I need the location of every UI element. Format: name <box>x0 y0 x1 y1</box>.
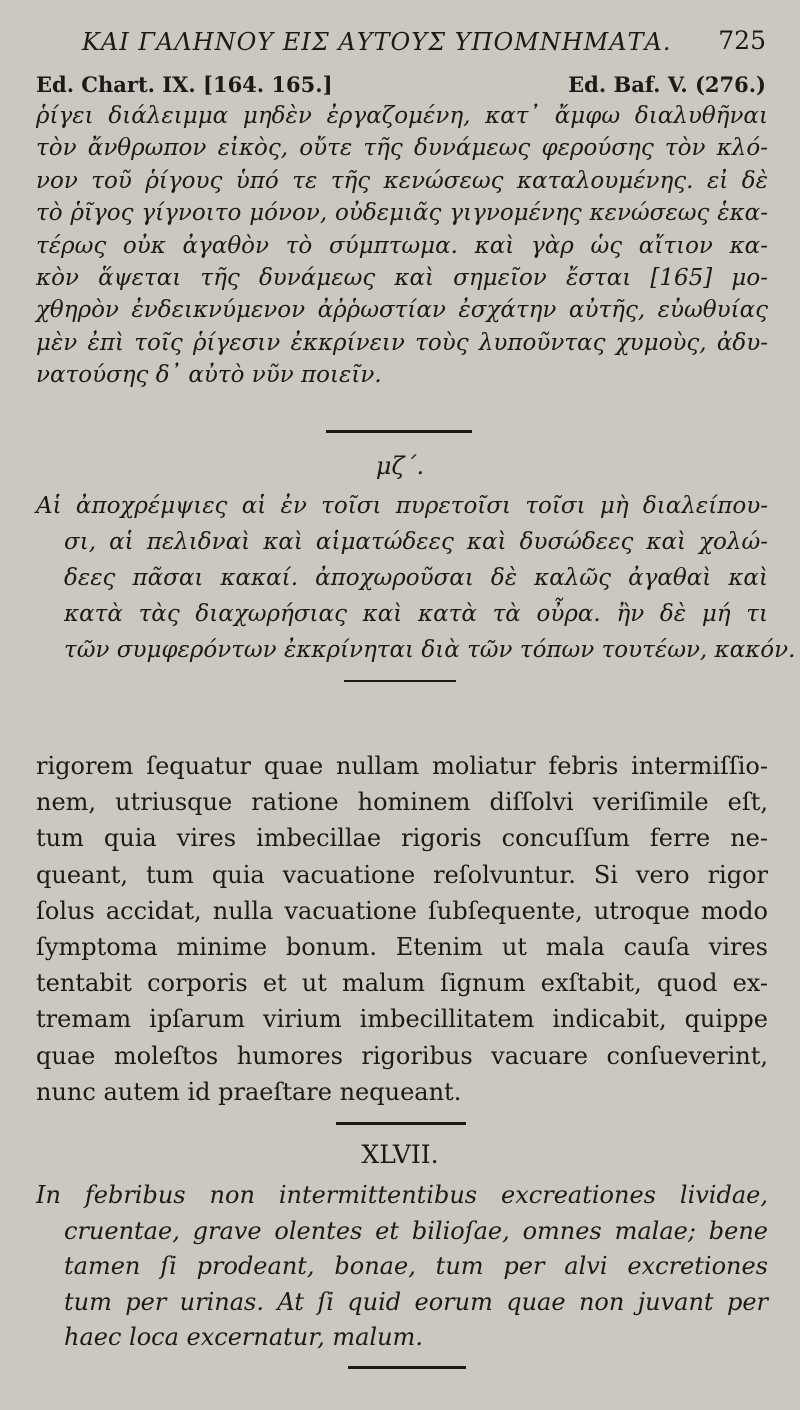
page-number: 725 <box>718 26 766 55</box>
latin-aphorism-line: tum per urinas. At ſi quid eorum quae non juvant per <box>64 1287 768 1316</box>
latin-aphorism-line: In febribus non intermittentibus excreationes lividae, <box>36 1181 768 1209</box>
greek-commentary-line: χθηρὸν ἐνδεικνύμενον ἀῤῥωστίαν ἐσχάτην αὐτῆς, εὐωθυίας <box>36 297 768 324</box>
latin-aphorism-line: haec loca excernatur, malum. <box>64 1323 423 1352</box>
greek-commentary-line: νατούσης δ᾽ αὐτὸ νῦν ποιεῖν. <box>36 362 382 389</box>
greek-aphorism-number: μζ΄. <box>375 452 425 480</box>
latin-aphorism-number: XLVII. <box>361 1140 439 1169</box>
greek-commentary-line: τὸ ῥῖγος γίγνοιτο μόνον, οὐδεμιᾶς γιγνομένης κενώσεως ἑκα- <box>36 200 768 227</box>
greek-commentary <box>36 100 768 392</box>
latin-commentary-line: tum quia vires imbecillae rigoris concuſſum ferre ne- <box>36 824 768 853</box>
running-head <box>0 24 800 64</box>
latin-commentary-line: tentabit corporis et ut malum ſignum exſtabit, quod ex- <box>36 969 768 998</box>
latin-commentary-line: nunc autem id praeſtare nequeant. <box>36 1077 462 1106</box>
greek-aphorism-line: Αἱ ἀποχρέμψιες αἱ ἐν τοῖσι πυρετοῖσι τοῖσι μὴ διαλείπου- <box>36 493 768 519</box>
latin-commentary-line: ſymptoma minime bonum. Etenim ut mala cauſa vires <box>36 933 768 962</box>
latin-commentary-line: quae moleſtos humores rigoribus vacuare conſueverint, <box>36 1041 768 1070</box>
latin-commentary <box>36 748 768 1110</box>
edition-reference-line <box>36 72 766 102</box>
greek-aphorism-line: δεες πᾶσαι κακαί. ἀποχωροῦσαι δὲ καλῶς ἀγαθαὶ καὶ <box>64 565 768 591</box>
greek-commentary-line: τὸν ἄνθρωπον εἰκὸς, οὔτε τῆς δυνάμεως φερούσης τὸν κλό- <box>36 135 768 162</box>
latin-commentary-line: queant, tum quia vacuatione reſolvuntur. Si vero rigor <box>36 860 768 889</box>
edition-chartier-reference: Ed. Chart. IX. [164. 165.] <box>36 72 333 97</box>
section-divider <box>336 1122 466 1125</box>
greek-commentary-line: ῥίγει διάλειμμα μηδὲν ἐργαζομένη, κατ᾽ ἄμφω διαλυθῆναι <box>36 103 768 129</box>
greek-aphorism-line: τῶν συμφερόντων ἐκκρίνηται διὰ τῶν τόπων τουτέων, κακόν. <box>64 637 796 663</box>
section-divider <box>344 680 456 682</box>
latin-commentary-line: ſolus accidat, nulla vacuatione ſubſequente, utroque modo <box>36 896 768 925</box>
greek-commentary-line: κὸν ἅψεται τῆς δυνάμεως καὶ σημεῖον ἔσται [165] μο- <box>36 265 768 292</box>
edition-basel-reference: Ed. Baf. V. (276.) <box>568 72 766 97</box>
greek-aphorism <box>36 488 796 668</box>
running-title: ΚΑΙ ΓΑΛΗΝΟΥ ΕΙΣ ΑΥΤΟΥΣ ΥΠΟΜΝΗΜΑΤΑ. <box>82 28 672 56</box>
latin-aphorism-line: tamen ſi prodeant, bonae, tum per alvi excretiones <box>64 1252 768 1281</box>
section-divider <box>348 1366 466 1369</box>
latin-aphorism-line: cruentae, grave olentes et bilioſae, omnes malae; bene <box>64 1216 768 1245</box>
greek-aphorism-line: σι, αἱ πελιδναὶ καὶ αἱματώδεες καὶ δυσώδεες καὶ χολώ- <box>64 529 768 555</box>
latin-commentary-line: nem, utriusque ratione hominem diſſolvi veriſimile eſt, <box>36 788 768 817</box>
latin-aphorism <box>36 1178 768 1356</box>
latin-commentary-line: rigorem ſequatur quae nullam moliatur febris intermiſſio- <box>36 752 768 780</box>
greek-commentary-line: τέρως οὐκ ἀγαθὸν τὸ σύμπτωμα. καὶ γὰρ ὡς αἴτιον κα- <box>36 232 768 259</box>
section-divider <box>326 430 472 433</box>
greek-commentary-line: μὲν ἐπὶ τοῖς ῥίγεσιν ἐκκρίνειν τοὺς λυποῦντας χυμοὺς, ἀδυ- <box>36 329 768 356</box>
greek-commentary-line: νον τοῦ ῥίγους ὑπό τε τῆς κενώσεως καταλουμένης. εἰ δὲ <box>36 167 768 194</box>
greek-aphorism-line: κατὰ τὰς διαχωρήσιας καὶ κατὰ τὰ οὖρα. ἢν δὲ μή τι <box>64 601 768 627</box>
latin-commentary-line: tremam ipſarum virium imbecillitatem indicabit, quippe <box>36 1005 768 1034</box>
